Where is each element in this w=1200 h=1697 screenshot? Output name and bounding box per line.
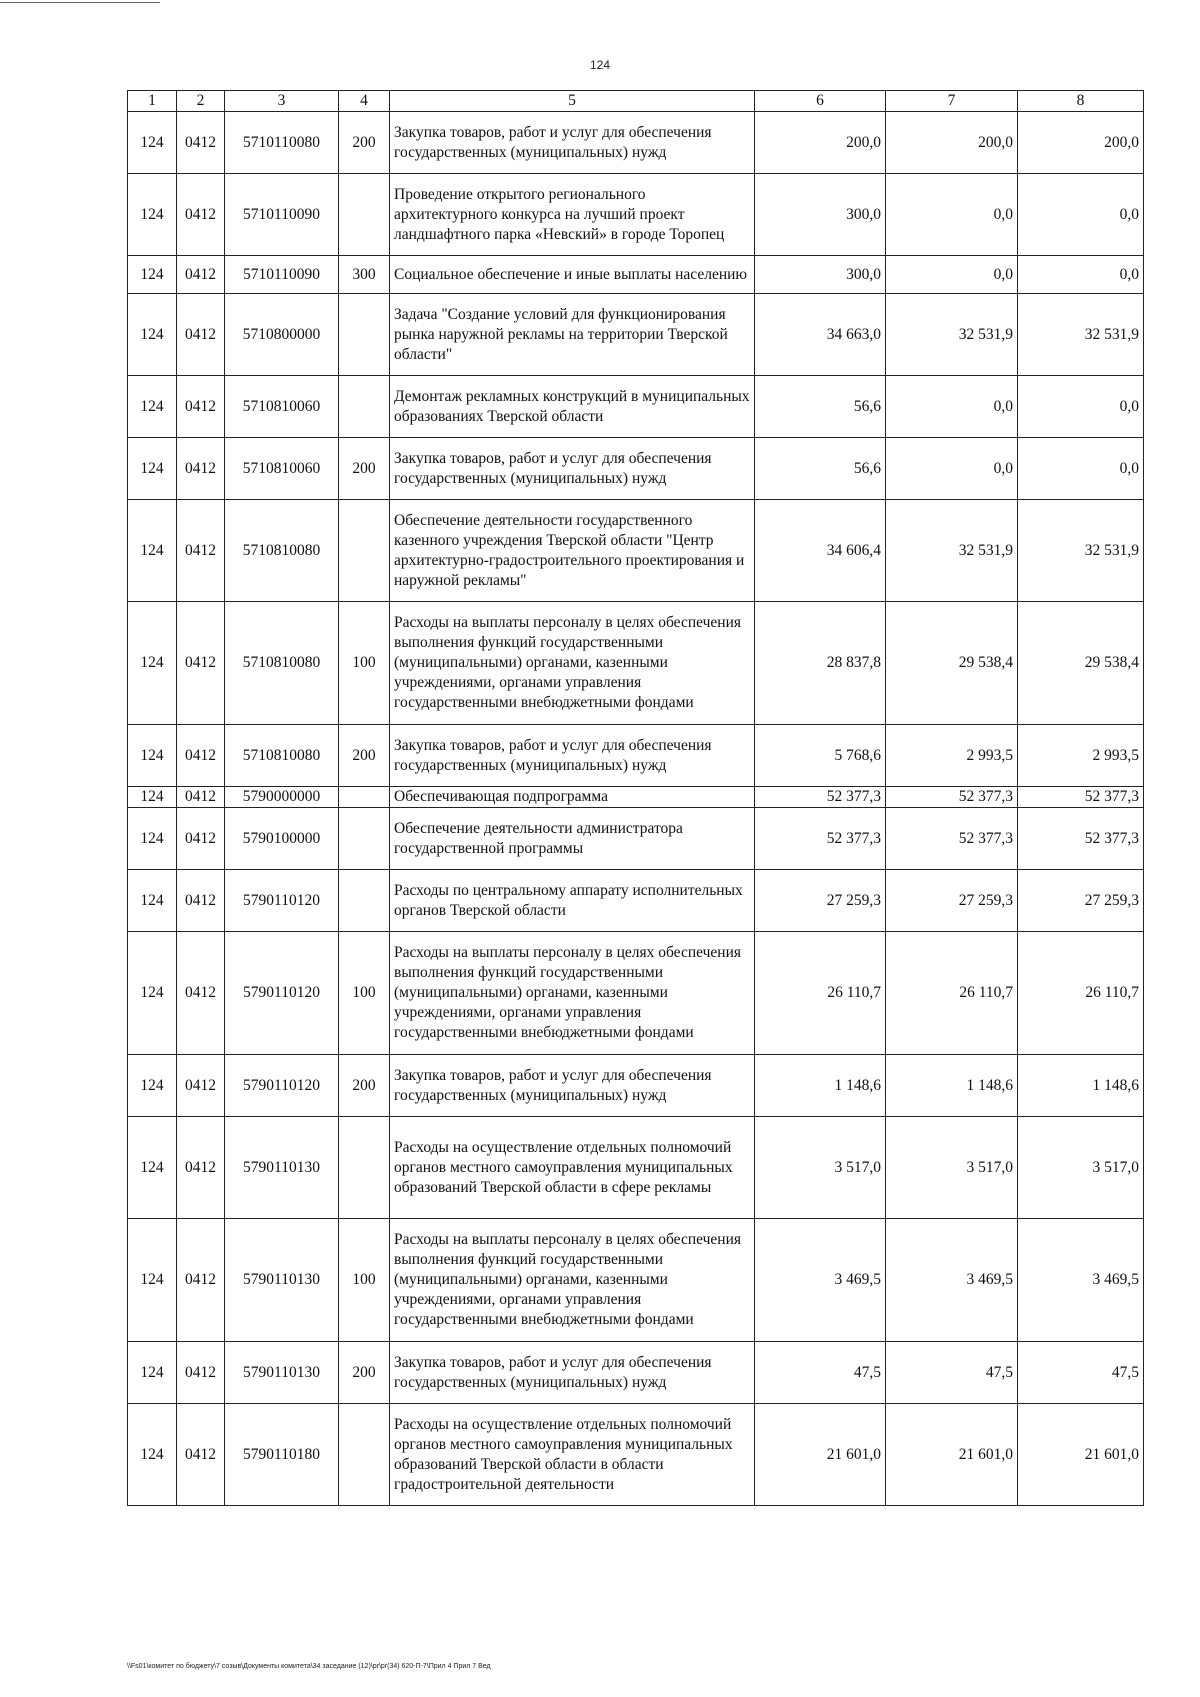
cell-target-article: 5790110180 — [225, 1404, 339, 1506]
table-row — [128, 602, 1144, 725]
table-row — [128, 376, 1144, 438]
cell-administrator-code: 124 — [128, 1219, 177, 1342]
cell-amount-col7: 3 517,0 — [886, 1117, 1018, 1219]
cell-amount-col6: 21 601,0 — [755, 1404, 886, 1506]
cell-amount-col7: 1 148,6 — [886, 1055, 1018, 1117]
table-row — [128, 1219, 1144, 1342]
cell-target-article: 5790000000 — [225, 787, 339, 808]
cell-amount-col8: 47,5 — [1018, 1342, 1144, 1404]
cell-amount-col8: 32 531,9 — [1018, 294, 1144, 376]
cell-section-code: 0412 — [177, 1117, 225, 1219]
cell-amount-col8: 0,0 — [1018, 438, 1144, 500]
cell-administrator-code: 124 — [128, 112, 177, 174]
cell-amount-col7: 52 377,3 — [886, 808, 1018, 870]
cell-target-article: 5710110090 — [225, 256, 339, 294]
footer-file-path: \\Fs01\комитет по бюджету\7 созыв\Документы комитета\34 заседание (12)\pr\pr(34) 620-П-7\Прил 4 Прил 7 Вед — [127, 1663, 491, 1670]
cell-target-article: 5790110120 — [225, 1055, 339, 1117]
cell-target-article: 5710810080 — [225, 725, 339, 787]
cell-amount-col8: 2 993,5 — [1018, 725, 1144, 787]
cell-target-article: 5710810080 — [225, 602, 339, 725]
cell-administrator-code: 124 — [128, 174, 177, 256]
table-row — [128, 725, 1144, 787]
cell-amount-col7: 0,0 — [886, 438, 1018, 500]
table-row — [128, 1404, 1144, 1506]
cell-description: Расходы на выплаты персоналу в целях обеспечения выполнения функций государственными (муниципальными) органами, казенными учреждениями, органами управления государственными внебюджетными фондами — [390, 932, 755, 1055]
cell-expense-type — [339, 294, 390, 376]
column-header: 2 — [177, 91, 225, 112]
cell-expense-type: 100 — [339, 602, 390, 725]
cell-description: Закупка товаров, работ и услуг для обеспечения государственных (муниципальных) нужд — [390, 725, 755, 787]
cell-amount-col7: 21 601,0 — [886, 1404, 1018, 1506]
column-header: 5 — [390, 91, 755, 112]
cell-description: Расходы по центральному аппарату исполнительных органов Тверской области — [390, 870, 755, 932]
cell-target-article: 5790110130 — [225, 1219, 339, 1342]
cell-section-code: 0412 — [177, 256, 225, 294]
cell-amount-col7: 27 259,3 — [886, 870, 1018, 932]
cell-section-code: 0412 — [177, 870, 225, 932]
table-row — [128, 112, 1144, 174]
table-row — [128, 870, 1144, 932]
cell-section-code: 0412 — [177, 1342, 225, 1404]
table-row — [128, 256, 1144, 294]
cell-administrator-code: 124 — [128, 294, 177, 376]
cell-description: Закупка товаров, работ и услуг для обеспечения государственных (муниципальных) нужд — [390, 438, 755, 500]
cell-amount-col7: 0,0 — [886, 174, 1018, 256]
cell-description: Закупка товаров, работ и услуг для обеспечения государственных (муниципальных) нужд — [390, 112, 755, 174]
cell-section-code: 0412 — [177, 787, 225, 808]
cell-amount-col8: 0,0 — [1018, 376, 1144, 438]
cell-expense-type: 200 — [339, 725, 390, 787]
cell-amount-col8: 0,0 — [1018, 174, 1144, 256]
cell-amount-col6: 26 110,7 — [755, 932, 886, 1055]
cell-expense-type: 100 — [339, 1219, 390, 1342]
cell-section-code: 0412 — [177, 808, 225, 870]
cell-administrator-code: 124 — [128, 1055, 177, 1117]
cell-section-code: 0412 — [177, 500, 225, 602]
cell-amount-col6: 300,0 — [755, 256, 886, 294]
cell-amount-col6: 52 377,3 — [755, 808, 886, 870]
column-header: 1 — [128, 91, 177, 112]
cell-administrator-code: 124 — [128, 1342, 177, 1404]
cell-administrator-code: 124 — [128, 870, 177, 932]
budget-table-wrapper — [127, 90, 1143, 1506]
table-row — [128, 438, 1144, 500]
table-row — [128, 1055, 1144, 1117]
cell-administrator-code: 124 — [128, 1404, 177, 1506]
cell-target-article: 5790100000 — [225, 808, 339, 870]
cell-description: Расходы на выплаты персоналу в целях обеспечения выполнения функций государственными (муниципальными) органами, казенными учреждениями, органами управления государственными внебюджетными фондами — [390, 1219, 755, 1342]
cell-section-code: 0412 — [177, 725, 225, 787]
cell-expense-type: 200 — [339, 438, 390, 500]
cell-section-code: 0412 — [177, 602, 225, 725]
cell-amount-col7: 0,0 — [886, 376, 1018, 438]
cell-amount-col8: 26 110,7 — [1018, 932, 1144, 1055]
cell-target-article: 5710810060 — [225, 438, 339, 500]
cell-target-article: 5710810080 — [225, 500, 339, 602]
cell-description: Закупка товаров, работ и услуг для обеспечения государственных (муниципальных) нужд — [390, 1055, 755, 1117]
cell-amount-col8: 1 148,6 — [1018, 1055, 1144, 1117]
cell-amount-col6: 200,0 — [755, 112, 886, 174]
cell-administrator-code: 124 — [128, 808, 177, 870]
cell-administrator-code: 124 — [128, 1117, 177, 1219]
column-header: 6 — [755, 91, 886, 112]
cell-description: Расходы на выплаты персоналу в целях обеспечения выполнения функций государственными (муниципальными) органами, казенными учреждениями, органами управления государственными внебюджетными фондами — [390, 602, 755, 725]
cell-expense-type — [339, 808, 390, 870]
cell-section-code: 0412 — [177, 376, 225, 438]
cell-target-article: 5790110130 — [225, 1117, 339, 1219]
cell-amount-col8: 3 517,0 — [1018, 1117, 1144, 1219]
budget-table-body — [128, 91, 1144, 1506]
cell-expense-type: 300 — [339, 256, 390, 294]
cell-amount-col7: 32 531,9 — [886, 294, 1018, 376]
cell-amount-col6: 3 517,0 — [755, 1117, 886, 1219]
table-row — [128, 932, 1144, 1055]
cell-amount-col6: 56,6 — [755, 376, 886, 438]
cell-amount-col6: 47,5 — [755, 1342, 886, 1404]
cell-amount-col6: 52 377,3 — [755, 787, 886, 808]
cell-amount-col6: 5 768,6 — [755, 725, 886, 787]
cell-description: Расходы на осуществление отдельных полномочий органов местного самоуправления муниципальных образований Тверской области в сфере рекламы — [390, 1117, 755, 1219]
top-rule — [0, 2, 160, 3]
column-header: 8 — [1018, 91, 1144, 112]
table-row — [128, 500, 1144, 602]
cell-amount-col7: 3 469,5 — [886, 1219, 1018, 1342]
cell-target-article: 5790110130 — [225, 1342, 339, 1404]
cell-expense-type: 200 — [339, 112, 390, 174]
cell-amount-col7: 0,0 — [886, 256, 1018, 294]
table-row — [128, 787, 1144, 808]
cell-expense-type: 200 — [339, 1342, 390, 1404]
cell-expense-type — [339, 1404, 390, 1506]
cell-description: Проведение открытого регионального архитектурного конкурса на лучший проект ландшафтного парка «Невский» в городе Торопец — [390, 174, 755, 256]
cell-amount-col8: 0,0 — [1018, 256, 1144, 294]
cell-target-article: 5710800000 — [225, 294, 339, 376]
cell-section-code: 0412 — [177, 438, 225, 500]
cell-administrator-code: 124 — [128, 725, 177, 787]
table-row — [128, 1342, 1144, 1404]
cell-description: Обеспечивающая подпрограмма — [390, 787, 755, 808]
cell-section-code: 0412 — [177, 112, 225, 174]
cell-administrator-code: 124 — [128, 602, 177, 725]
page-number: 124 — [589, 58, 611, 72]
cell-amount-col7: 200,0 — [886, 112, 1018, 174]
cell-section-code: 0412 — [177, 1055, 225, 1117]
cell-amount-col6: 56,6 — [755, 438, 886, 500]
cell-amount-col8: 29 538,4 — [1018, 602, 1144, 725]
column-number-row — [128, 91, 1144, 112]
cell-amount-col8: 21 601,0 — [1018, 1404, 1144, 1506]
cell-target-article: 5790110120 — [225, 932, 339, 1055]
cell-amount-col7: 26 110,7 — [886, 932, 1018, 1055]
cell-amount-col6: 28 837,8 — [755, 602, 886, 725]
budget-table — [127, 90, 1144, 1506]
cell-target-article: 5710810060 — [225, 376, 339, 438]
cell-amount-col8: 52 377,3 — [1018, 808, 1144, 870]
cell-amount-col6: 1 148,6 — [755, 1055, 886, 1117]
table-row — [128, 294, 1144, 376]
cell-amount-col6: 34 606,4 — [755, 500, 886, 602]
cell-expense-type — [339, 376, 390, 438]
cell-amount-col7: 2 993,5 — [886, 725, 1018, 787]
cell-administrator-code: 124 — [128, 438, 177, 500]
cell-expense-type — [339, 174, 390, 256]
cell-amount-col8: 27 259,3 — [1018, 870, 1144, 932]
cell-section-code: 0412 — [177, 932, 225, 1055]
table-row — [128, 808, 1144, 870]
cell-expense-type: 100 — [339, 932, 390, 1055]
cell-administrator-code: 124 — [128, 256, 177, 294]
cell-amount-col8: 52 377,3 — [1018, 787, 1144, 808]
cell-administrator-code: 124 — [128, 787, 177, 808]
cell-description: Расходы на осуществление отдельных полномочий органов местного самоуправления муниципальных образований Тверской области в области градостроительной деятельности — [390, 1404, 755, 1506]
cell-description: Обеспечение деятельности государственного казенного учреждения Тверской области "Центр архитектурно-градостроительного проектирования и наружной рекламы" — [390, 500, 755, 602]
cell-section-code: 0412 — [177, 1219, 225, 1342]
cell-administrator-code: 124 — [128, 376, 177, 438]
cell-target-article: 5790110120 — [225, 870, 339, 932]
cell-description: Обеспечение деятельности администратора государственной программы — [390, 808, 755, 870]
cell-description: Демонтаж рекламных конструкций в муниципальных образованиях Тверской области — [390, 376, 755, 438]
cell-target-article: 5710110080 — [225, 112, 339, 174]
cell-section-code: 0412 — [177, 1404, 225, 1506]
cell-expense-type — [339, 870, 390, 932]
cell-description: Социальное обеспечение и иные выплаты населению — [390, 256, 755, 294]
cell-amount-col7: 32 531,9 — [886, 500, 1018, 602]
cell-administrator-code: 124 — [128, 932, 177, 1055]
cell-section-code: 0412 — [177, 294, 225, 376]
cell-description: Закупка товаров, работ и услуг для обеспечения государственных (муниципальных) нужд — [390, 1342, 755, 1404]
cell-target-article: 5710110090 — [225, 174, 339, 256]
table-row — [128, 174, 1144, 256]
cell-administrator-code: 124 — [128, 500, 177, 602]
column-header: 7 — [886, 91, 1018, 112]
cell-amount-col6: 3 469,5 — [755, 1219, 886, 1342]
cell-amount-col8: 200,0 — [1018, 112, 1144, 174]
cell-expense-type — [339, 500, 390, 602]
cell-amount-col7: 52 377,3 — [886, 787, 1018, 808]
cell-expense-type — [339, 1117, 390, 1219]
column-header: 4 — [339, 91, 390, 112]
cell-description: Задача "Создание условий для функционирования рынка наружной рекламы на территории Тверской области" — [390, 294, 755, 376]
cell-amount-col6: 27 259,3 — [755, 870, 886, 932]
cell-amount-col7: 47,5 — [886, 1342, 1018, 1404]
cell-expense-type — [339, 787, 390, 808]
table-row — [128, 1117, 1144, 1219]
column-header: 3 — [225, 91, 339, 112]
cell-amount-col6: 34 663,0 — [755, 294, 886, 376]
cell-amount-col6: 300,0 — [755, 174, 886, 256]
cell-amount-col7: 29 538,4 — [886, 602, 1018, 725]
cell-expense-type: 200 — [339, 1055, 390, 1117]
cell-amount-col8: 3 469,5 — [1018, 1219, 1144, 1342]
cell-amount-col8: 32 531,9 — [1018, 500, 1144, 602]
cell-section-code: 0412 — [177, 174, 225, 256]
